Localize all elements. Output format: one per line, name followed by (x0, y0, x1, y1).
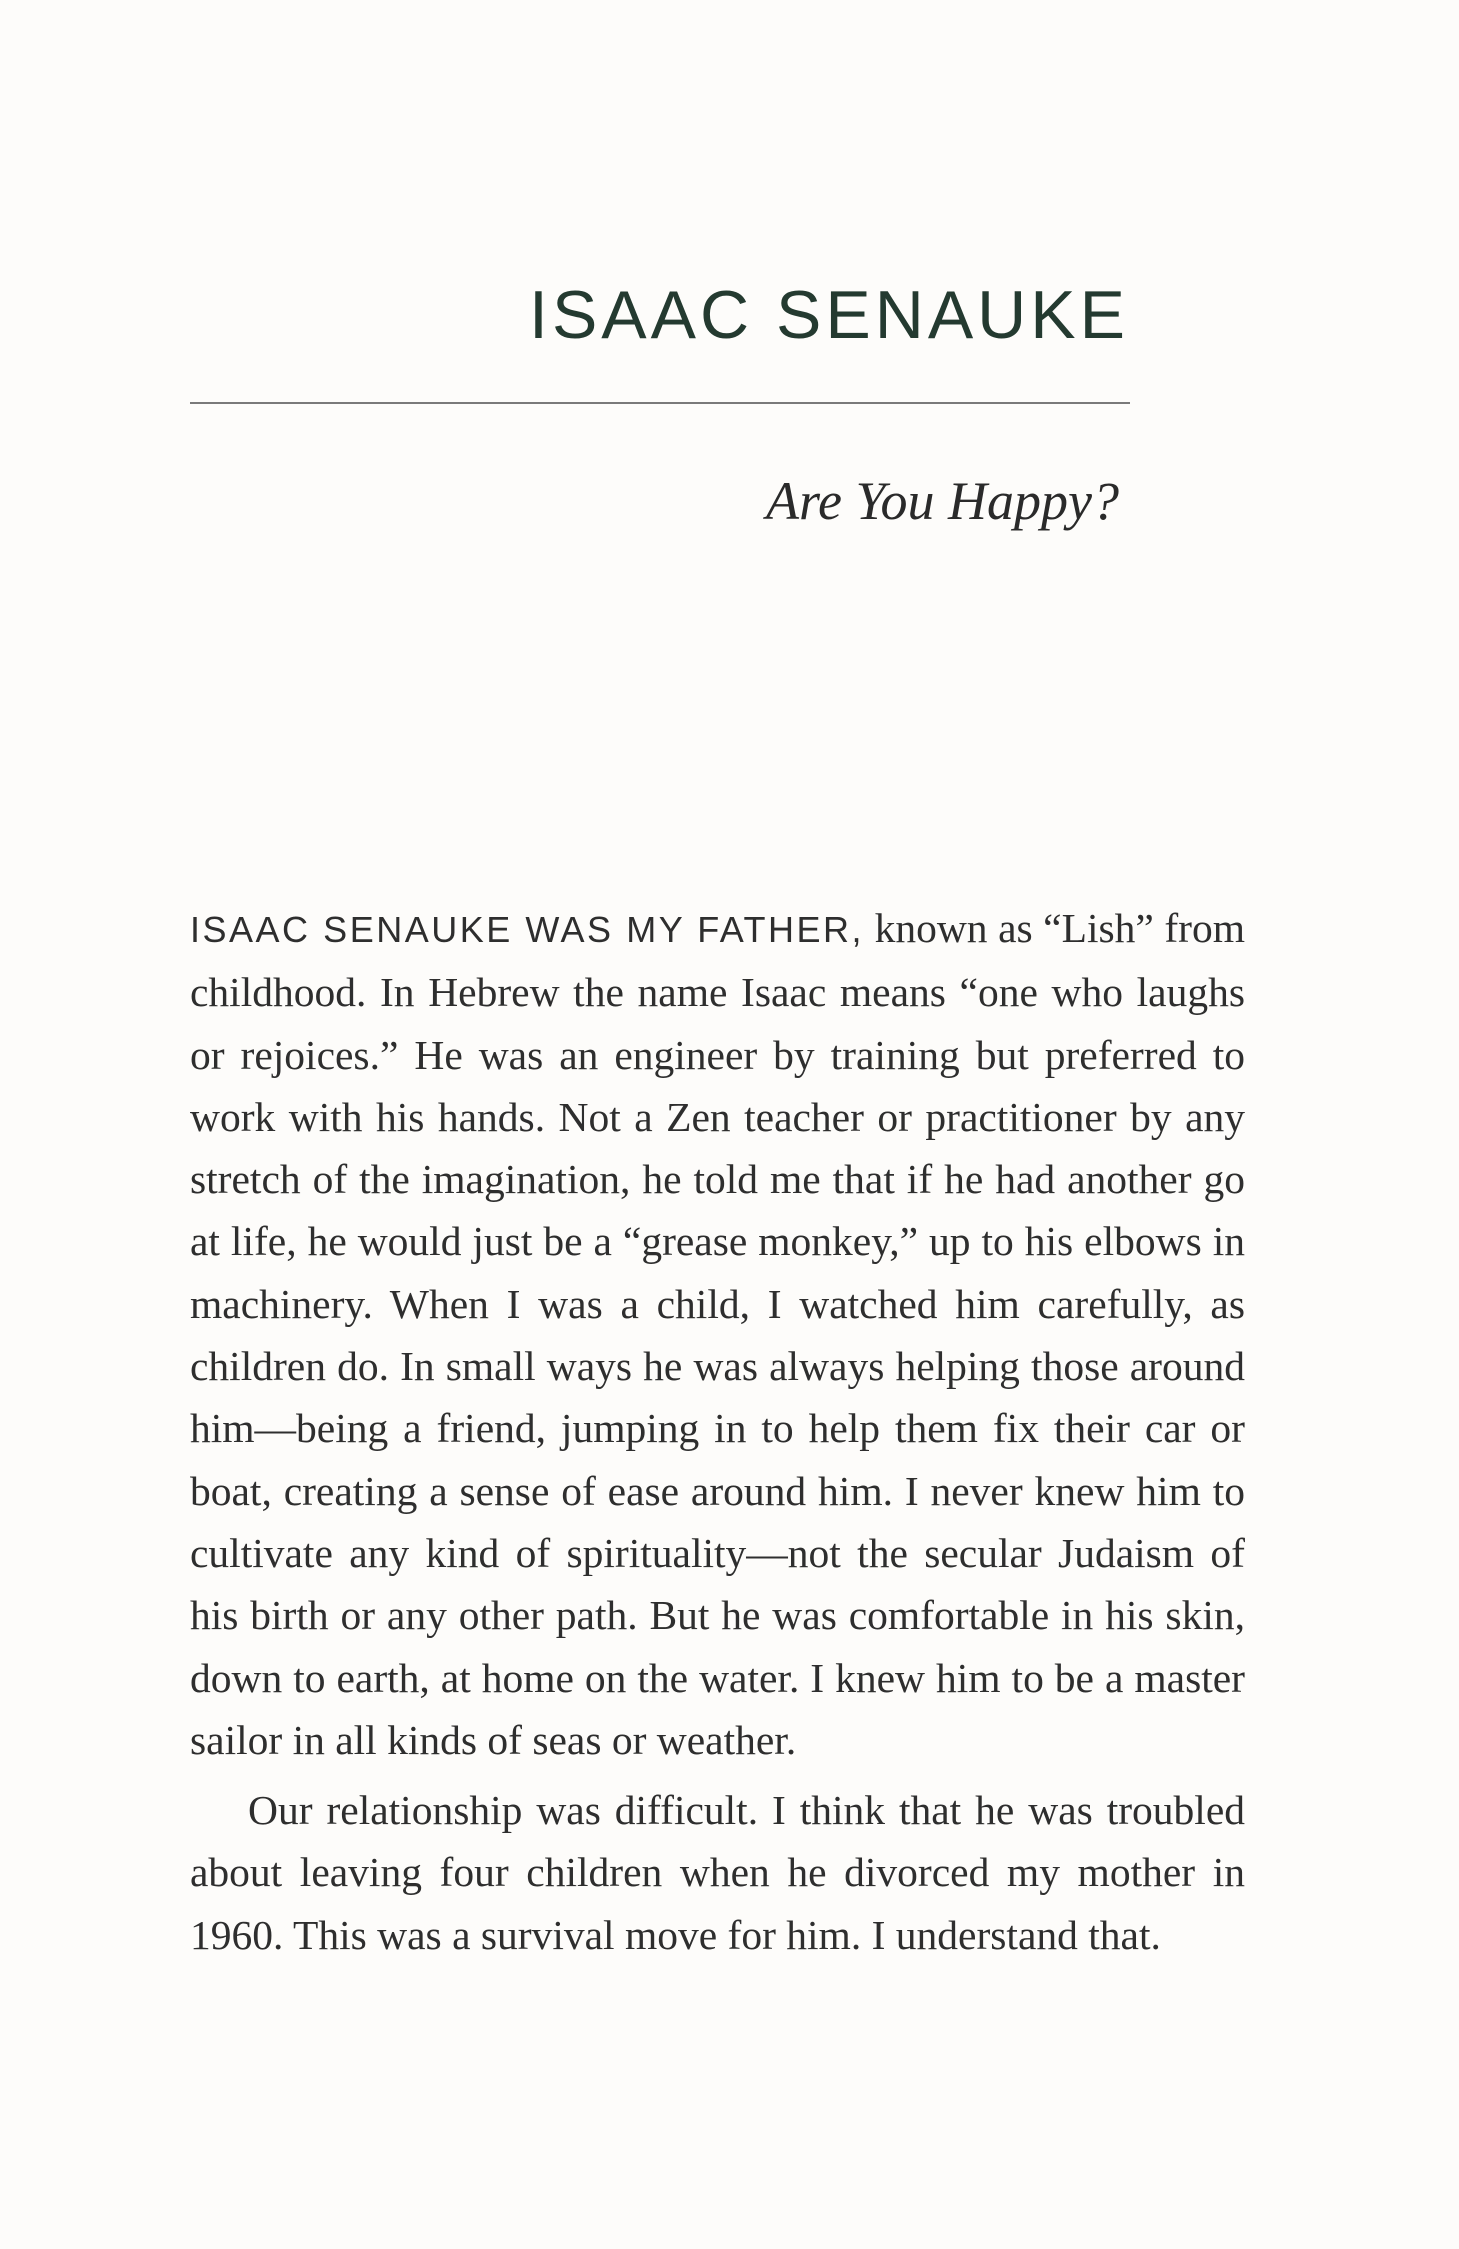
paragraph-text: known as “Lish” from childhood. In Hebrew the name Isaac means “one who laughs or rejoices.” He was an engineer by training but preferred to work with his hands. Not a Zen teacher or practitioner by any stretch of the imagination, he told me that if he had another go at life, he would just be a “grease monkey,” up to his elbows in machinery. When I was a child, I watched him carefully, as children do. In small ways he was always helping those around him—being a friend, jumping in to help them fix their car or boat, creating a sense of ease around him. I never knew him to cultivate any kind of spirituality—not the secular Judaism of his birth or any other path. But he was comfortable in his skin, down to earth, at home on the water. I knew him to be a master sailor in all kinds of seas or weather. (190, 905, 1245, 1763)
title-divider (190, 402, 1130, 404)
paragraph: Our relationship was difficult. I think that he was troubled about leaving four children when he divorced my mother in 1960. This was a survival move for him. I understand that. (190, 1787, 1245, 1958)
body-text (190, 897, 1245, 1966)
chapter-subtitle: Are You Happy? (765, 471, 1119, 531)
paragraph (190, 897, 1245, 1771)
lead-in-smallcaps: ISAAC SENAUKE WAS MY FATHER, (190, 909, 865, 950)
chapter-title: ISAAC SENAUKE (529, 277, 1129, 353)
